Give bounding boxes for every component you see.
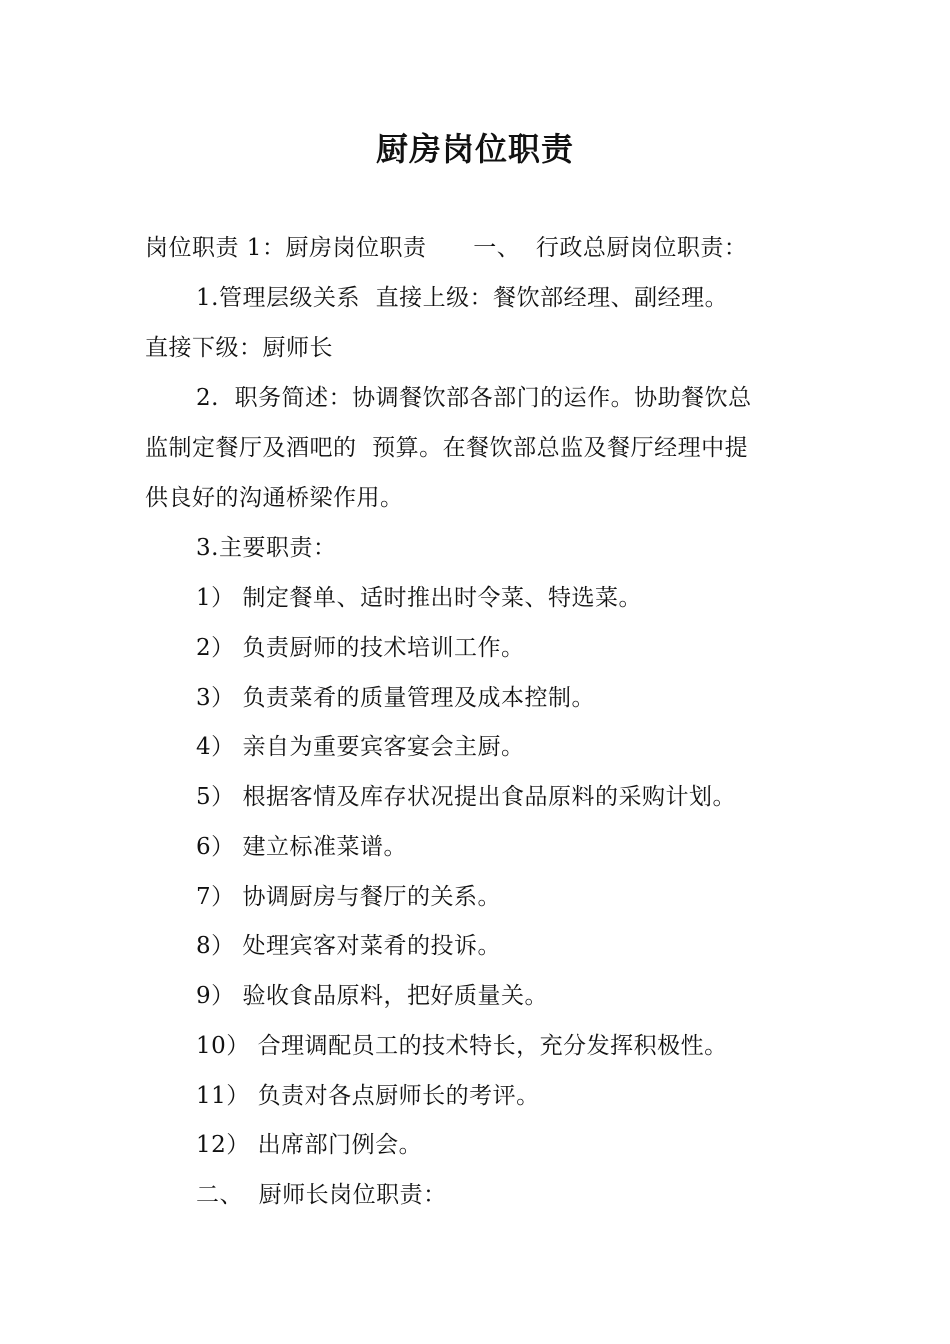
duty-item: 10） 合理调配员工的技术特长，充分发挥积极性。 <box>196 1033 728 1059</box>
page-title: 厨房岗位职责 <box>375 130 574 168</box>
duty-item: 9） 验收食品原料，把好质量关。 <box>196 983 548 1009</box>
duty-item: 7） 协调厨房与餐厅的关系。 <box>196 884 501 910</box>
reporting-relationship-continued: 直接下级：厨师长 <box>145 335 333 361</box>
job-summary-line-2: 监制定餐厅及酒吧的 预算。在餐饮部总监及餐厅经理中提 <box>145 435 749 461</box>
main-duties-heading: 3.主要职责： <box>196 535 337 561</box>
section-two-heading: 二、 厨师长岗位职责： <box>196 1182 447 1208</box>
duty-item: 4） 亲自为重要宾客宴会主厨。 <box>196 734 525 760</box>
duty-item: 11） 负责对各点厨师长的考评。 <box>196 1083 540 1109</box>
duty-item: 6） 建立标准菜谱。 <box>196 834 407 860</box>
job-summary-line-1: 2. 职务简述：协调餐饮部各部门的运作。协助餐饮总 <box>196 385 752 411</box>
duty-item: 1） 制定餐单、适时推出时令菜、特选菜。 <box>196 585 642 611</box>
duty-item: 5） 根据客情及库存状况提出食品原料的采购计划。 <box>196 784 736 810</box>
duty-item: 8） 处理宾客对菜肴的投诉。 <box>196 933 501 959</box>
job-summary-line-3: 供良好的沟通桥梁作用。 <box>145 485 404 511</box>
duty-item: 2） 负责厨师的技术培训工作。 <box>196 635 525 661</box>
reporting-relationship-line: 1.管理层级关系 直接上级：餐饮部经理、副经理。 <box>196 285 729 311</box>
duty-item: 12） 出席部门例会。 <box>196 1132 423 1158</box>
duty-item: 3） 负责菜肴的质量管理及成本控制。 <box>196 685 595 711</box>
intro-line: 岗位职责 1：厨房岗位职责 一、 行政总厨岗位职责： <box>145 235 748 261</box>
